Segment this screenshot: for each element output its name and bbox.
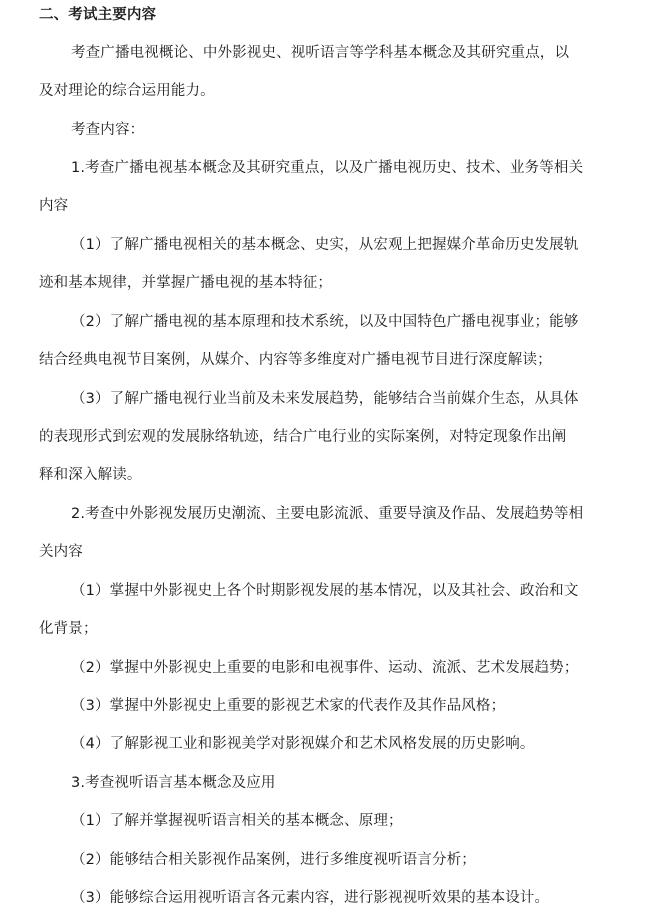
part2-item1-line-2: 化背景； xyxy=(39,621,98,637)
content-label: 考查内容： xyxy=(71,122,145,138)
part1-item3-line-2: 的表现形式到宏观的发展脉络轨迹，结合广电行业的实际案例，对特定现象作出阐 xyxy=(39,429,567,445)
part1-item2-line-1: （2）了解广播电视的基本原理和技术系统，以及中国特色广播电视事业；能够 xyxy=(71,314,579,330)
part3-item1: （1）了解并掌握视听语言相关的基本概念、原理； xyxy=(71,813,403,829)
part3-item2: （2）能够结合相关影视作品案例，进行多维度视听语言分析； xyxy=(71,852,476,868)
part3-title: 3.考查视听语言基本概念及应用 xyxy=(71,775,276,791)
part1-item3-line-3: 释和深入解读。 xyxy=(39,467,142,483)
part1-item1-line-1: （1）了解广播电视相关的基本概念、史实，从宏观上把握媒介革命历史发展轨 xyxy=(71,237,579,253)
part1-item1-line-2: 迹和基本规律，并掌握广播电视的基本特征； xyxy=(39,275,332,291)
part1-title-line-1: 1.考查广播电视基本概念及其研究重点，以及广播电视历史、技术、业务等相关 xyxy=(71,160,584,176)
part1-item2-line-2: 结合经典电视节目案例，从媒介、内容等多维度对广播电视节目进行深度解读； xyxy=(39,352,552,368)
part3-item3: （3）能够综合运用视听语言各元素内容，进行影视视听效果的基本设计。 xyxy=(71,890,550,906)
part2-item3: （3）掌握中外影视史上重要的影视艺术家的代表作及其作品风格； xyxy=(71,698,506,714)
part1-title-line-2: 内容 xyxy=(39,198,69,214)
part2-title-line-2: 关内容 xyxy=(39,544,83,560)
section-heading: 二、考试主要内容 xyxy=(39,7,157,23)
intro-line-2: 及对理论的综合运用能力。 xyxy=(39,83,215,99)
part1-item3-line-1: （3）了解广播电视行业当前及未来发展趋势，能够结合当前媒介生态，从具体 xyxy=(71,391,579,407)
part2-item1-line-1: （1）掌握中外影视史上各个时期影视发展的基本情况，以及其社会、政治和文 xyxy=(71,583,579,599)
part2-title-line-1: 2.考查中外影视发展历史潮流、主要电影流派、重要导演及作品、发展趋势等相 xyxy=(71,506,584,522)
intro-line-1: 考查广播电视概论、中外影视史、视听语言等学科基本概念及其研究重点，以 xyxy=(71,45,570,61)
part2-item4: （4）了解影视工业和影视美学对影视媒介和艺术风格发展的历史影响。 xyxy=(71,736,535,752)
part2-item2: （2）掌握中外影视史上重要的电影和电视事件、运动、流派、艺术发展趋势； xyxy=(71,660,579,676)
